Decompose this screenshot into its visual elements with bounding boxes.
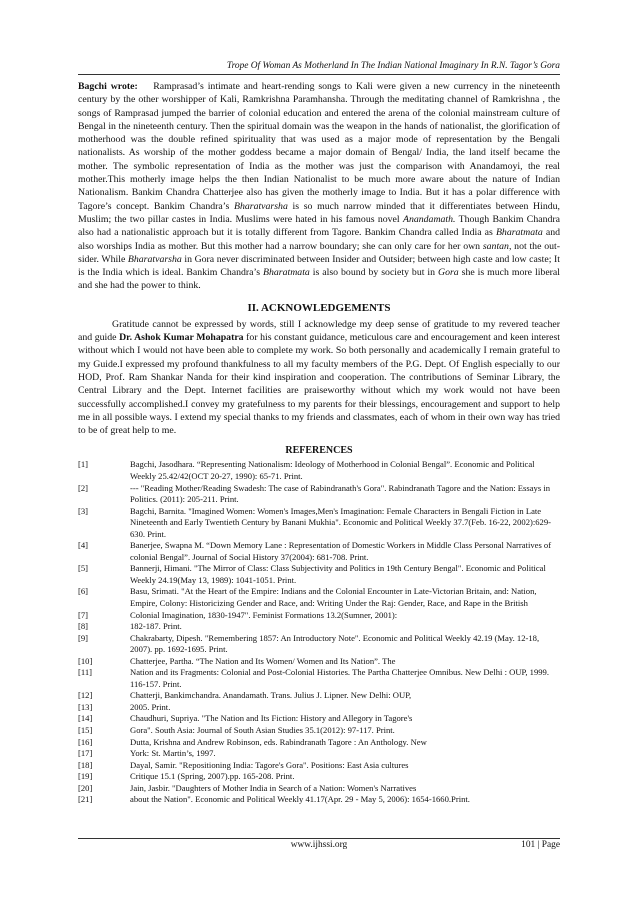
intro-paragraph — [78, 80, 560, 293]
reference-item — [78, 760, 560, 772]
reference-item — [78, 748, 560, 760]
reference-text: Chakrabarty, Dipesh. "Remembering 1857: An Introductory Note". Economic and Political Weekly 42.19 (May. 12-18, 2007). pp. 1692-1695. Print. — [130, 632, 540, 655]
reference-text: Bagchi, Jasodhara. “Representing Nationalism: Ideology of Motherhood in Colonial Bengal”. Economic and Political Weekly 25.42/42(OCT 20-27, 1990): 65-71. Print. — [130, 459, 535, 481]
intro-italic-5: Bharatvarsha — [127, 253, 182, 265]
reference-text: about the Nation". Economic and Political Weekly 41.17(Apr. 29 - May 5, 2006): 1654-1660.Print. — [130, 794, 470, 805]
reference-number: [10] — [78, 655, 93, 666]
reference-number: [17] — [78, 748, 93, 759]
reference-number: [20] — [78, 782, 93, 793]
reference-number: [16] — [78, 736, 93, 747]
intro-italic-4: santan — [482, 240, 509, 252]
reference-item — [78, 702, 560, 714]
reference-text: --- "Reading Mother/Reading Swadesh: The case of Rabindranath's Gora". Rabindranath Tagore and the Nation: Essays in Politics. (2011): 205-211. Print. — [130, 482, 551, 505]
reference-item — [78, 610, 560, 622]
reference-item — [78, 459, 560, 482]
reference-number: [14] — [78, 713, 93, 724]
reference-text: Colonial Imagination, 1830-1947". Feminist Formations 13.2(Sumner, 2001): — [130, 609, 398, 620]
reference-item — [78, 563, 560, 586]
reference-number: [15] — [78, 725, 93, 735]
reference-text: Gora". South Asia: Journal of South Asian Studies 35.1(2012): 97-117. Print. — [130, 725, 395, 735]
reference-text: Bagchi, Barnita. "Imagined Women: Women's Images,Men's Imagination: Female Characters in Bengali Fiction in Late Nineteenth and Early Twentieth Century by Banani Mukhia". Economic and Political Weekly 37.7(Feb. 16-22, 2002):629-630. Print. — [130, 505, 551, 539]
reference-text: Basu, Srimati. "At the Heart of the Empire: Indians and the Colonial Encounter in Late-Victorian Britain, and: Nation, Empire, Colony: Historicizing Gender and Race, and: Writing Under the Raj: Gender, Race, and Rape in the British — [130, 586, 537, 608]
reference-number: [1] — [78, 459, 89, 470]
intro-italic-2: Anandamath. — [402, 213, 456, 225]
reference-text: Jain, Jasbir. "Daughters of Mother India in Search of a Nation: Women's Narratives — [130, 782, 417, 793]
ack-text-1: Gratitude cannot be expressed by words, still I acknowledge my deep sense of gratitude to my revered teacher and guide — [78, 318, 560, 344]
reference-number: [9] — [78, 632, 89, 643]
reference-item — [78, 540, 560, 563]
intro-text-2: is so much narrow minded that it differentiates between Hindu, Muslim; the two pillar castes in India. Muslims were hated in his famous novel — [78, 200, 560, 225]
reference-item — [78, 633, 560, 656]
page-number: 101 | Page — [521, 840, 560, 850]
intro-italic-6: Bharatmata — [263, 267, 310, 279]
reference-text: 2005. Print. — [130, 701, 171, 712]
header-rule — [78, 74, 560, 75]
reference-item — [78, 737, 560, 749]
reference-number: [7] — [78, 609, 89, 620]
reference-number: [13] — [78, 701, 93, 712]
ack-text-2: for his constant guidance, meticulous care and encouragement and keen interest without which I would not have been able to complete my work. So both personally and academically I remain grateful to my Guide.I expressed my profound thankfulness to all my faculty members of the P.G. Dept. Of English especially to our HOD, Prof. Ram Shankar Nanda for their kind inspiration and cooperation. The contributions of Seminar Library, the Central Library and the Dept. Internet facilities are praiseworthy without which my work would not have been successfully accomplished.I convey my gratefulness to my parents for their blessings, encouragement and support to help me in all possible ways. I extend my special thanks to my friends and classmates, each of whom in their own way has tried to be of great help to me. — [78, 332, 560, 437]
reference-item — [78, 506, 560, 541]
reference-number: [4] — [78, 540, 89, 551]
reference-item — [78, 586, 560, 609]
intro-text-8: she is much more liberal and she had the power to think. — [78, 267, 560, 292]
reference-text: Dayal, Samir. "Repositioning India: Tagore's Gora". Positions: East Asia cultures — [130, 759, 409, 770]
intro-text-6: in Gora never discriminated between Insider and Outsider; between high caste and low caste; It is the India which is ideal. Bankim Chandra’s — [78, 253, 560, 279]
reference-number: [6] — [78, 586, 89, 597]
reference-item — [78, 794, 560, 806]
reference-text: Chatterjee, Partha. “The Nation and Its Women/ Women and Its Nation”. The — [130, 655, 396, 666]
reference-item — [78, 713, 560, 725]
footer-rule — [78, 838, 560, 839]
reference-item — [78, 667, 560, 690]
reference-text: Banerjee, Swapna M. “Down Memory Lane : Representation of Domestic Workers in Middle Class Personal Narratives of colonial Bengal”. Journal of Social History 37(2004): 681-708. Print. — [130, 540, 552, 562]
ack-guide-name: Dr. Ashok Kumar Mohapatra — [119, 332, 244, 344]
reference-number: [19] — [78, 771, 93, 782]
intro-text-3: Though Bankim Chandra also had a nationalistic approach but it is totally different from Tagore. Bankim Chandra called India as — [78, 213, 560, 239]
intro-label: Bagchi wrote: — [78, 81, 138, 92]
reference-number: [18] — [78, 759, 93, 770]
body-text — [78, 80, 560, 806]
references-list — [78, 459, 560, 805]
reference-text: Dutta, Krishna and Andrew Robinson, eds. Rabindranath Tagore : An Anthology. New — [130, 736, 427, 747]
reference-text: Nation and its Fragments: Colonial and Post-Colonial Histories. The Partha Chatterjee Omnibus. New Delhi : OUP, 1999. 116-157. Print. — [130, 667, 549, 689]
reference-item — [78, 621, 560, 633]
intro-text-1: Ramprasad’s intimate and heart-rending songs to Kali were given a new currency in the nineteenth century by the other worshipper of Kali, Ramkrishna Paramhansha. Through the meditating channel of Ramkrishna , the songs of Ramprasad jumped the barrier of colonial education and entered the arena of the colonial mainstream culture of Bengal in the nineteenth century. Then the spiritual domain was the weapon in the hands of nationalist, the glorification of motherhood was the double refined spirituality that was used as a major mode of representation by the Bengali nationalists. As worship of the mother goddess became a major domain of Bengal/ India, the land itself became the mother. The symbolic representation of India as the mother was just the comparison with Anandamoyi, the real mother.This motherly image helps the then Indian Nationalist to be much more aware about the nature of Indian Nationalism. Bankim Chandra Chatterjee also has given the motherly image to India. But it has a polar difference with Tagore’s concept. Bankim Chandra’s — [78, 81, 560, 212]
reference-number: [21] — [78, 794, 93, 805]
intro-italic-7: Gora — [438, 267, 459, 279]
acknowledgements-paragraph — [78, 318, 560, 438]
reference-text: Chaudhuri, Supriya. "The Nation and Its Fiction: History and Allegory in Tagore's — [130, 713, 413, 724]
reference-item — [78, 690, 560, 702]
reference-item — [78, 725, 560, 737]
intro-text-5: , not the out-sider. While — [78, 240, 560, 265]
footer-url[interactable]: www.ijhssi.org — [290, 840, 348, 850]
reference-number: [11] — [78, 667, 92, 678]
intro-italic-3: Bharatmata — [495, 227, 543, 239]
reference-number: [8] — [78, 621, 89, 632]
reference-item — [78, 656, 560, 668]
reference-text: York: St. Martin’s, 1997. — [130, 748, 216, 759]
reference-item — [78, 483, 560, 506]
references-heading: REFERENCES — [285, 445, 353, 457]
reference-item — [78, 771, 560, 783]
reference-text: Bannerji, Himani. "The Mirror of Class: Class Subjectivity and Politics in 19th Century Bengal". Economic and Political Weekly 24.19(May 13, 1989): 1041-1051. Print. — [130, 563, 546, 585]
reference-number: [2] — [78, 482, 89, 493]
reference-text: Chatterji, Bankimchandra. Anandamath. Trans. Julius J. Lipner. New Delhi: OUP, — [130, 690, 412, 701]
reference-item — [78, 783, 560, 795]
reference-number: [3] — [78, 505, 89, 516]
reference-number: [5] — [78, 563, 89, 574]
reference-text: Critique 15.1 (Spring, 2007).pp. 165-208. Print. — [130, 771, 295, 782]
acknowledgements-heading: II. ACKNOWLEDGEMENTS — [247, 301, 391, 314]
intro-text-7: is also bound by society but in — [309, 267, 438, 279]
running-header: Trope Of Woman As Motherland In The Indian National Imaginary In R.N. Tagor’s Gora — [226, 61, 560, 71]
reference-text: 182-187. Print. — [130, 621, 182, 632]
intro-text-4: and also worships India as mother. But this mother had a narrow boundary; she can only care for her own — [78, 227, 560, 252]
reference-number: [12] — [78, 690, 93, 701]
intro-italic-1: Bharatvarsha — [233, 200, 288, 212]
